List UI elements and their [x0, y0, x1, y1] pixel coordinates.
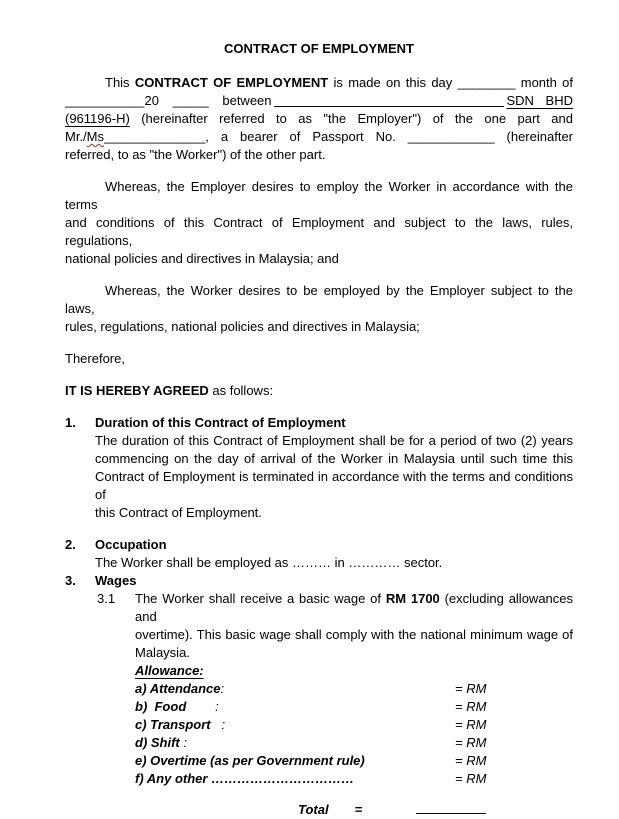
paragraph-line: and conditions of this Contract of Employment and subject to the laws, rules, regulations,: [65, 215, 573, 248]
allowance-value: = RM: [455, 771, 487, 786]
blank-passport-no: ____________: [407, 129, 495, 144]
allowance-label: f) Any other ……………………………: [135, 771, 355, 786]
allowance-row-any-other: [135, 770, 573, 788]
allowance-colon: :: [221, 717, 226, 732]
allowance-row-attendance: [135, 680, 573, 698]
intro-text: , a bearer of Passport No.: [205, 129, 408, 144]
blank-date-between: ___________20 _____ between: [65, 93, 272, 108]
section-number: 3.: [65, 573, 76, 588]
intro-text: Mr./: [65, 129, 87, 144]
paragraph-line: Whereas, the Employer desires to employ the Worker in accordance with the terms: [65, 179, 573, 212]
section-2-heading: [65, 536, 573, 554]
paragraph-line: Contract of Employment is terminated in accordance with the terms and conditions of: [95, 469, 573, 502]
total-row: [65, 800, 573, 819]
intro-line-2: [65, 92, 573, 110]
total-blank-underline: [416, 800, 486, 814]
allowance-block: [135, 662, 573, 788]
intro-text: (hereinafter: [494, 129, 573, 144]
allowance-colon: :: [215, 699, 219, 714]
blank-day: ________: [457, 75, 516, 90]
whereas-employer-paragraph: [65, 178, 573, 268]
agreed-bold: IT IS HEREBY AGREED: [65, 383, 209, 398]
allowance-label: d) Shift: [135, 735, 184, 750]
company-registration-number: (961196-H): [65, 111, 130, 126]
section-heading-text: Duration of this Contract of Employment: [95, 415, 346, 430]
section-3-heading: [65, 572, 573, 590]
paragraph-line: Whereas, the Worker desires to be employed by the Employer subject to the laws,: [65, 283, 573, 316]
section-duration: [65, 414, 573, 522]
intro-text: month of: [515, 75, 574, 90]
total-equals-sign: =: [354, 802, 363, 817]
blank-company-underline: [274, 92, 505, 110]
section-number: 1.: [65, 415, 76, 430]
agreed-line: [65, 382, 573, 400]
intro-text: This: [105, 75, 135, 90]
section-heading-text: Wages: [95, 573, 137, 588]
wage-text: The Worker shall receive a basic wage of: [135, 591, 386, 606]
section-wages: [65, 572, 573, 662]
allowance-row-food: [135, 698, 573, 716]
intro-line-5: referred, to as "the Worker") of the other part.: [65, 147, 326, 162]
allowance-row-shift: [135, 734, 573, 752]
paragraph-line: rules, regulations, national policies and directives in Malaysia;: [65, 319, 420, 334]
allowance-value: = RM: [455, 681, 487, 696]
section-2-body: [95, 554, 573, 572]
clause-line: [135, 590, 573, 626]
intro-line-4: [65, 128, 573, 146]
wage-text: (excluding allowances and: [135, 591, 574, 624]
allowance-value: = RM: [455, 699, 487, 714]
allowance-value: = RM: [455, 753, 487, 768]
allowance-value: = RM: [455, 717, 487, 732]
allowance-row-overtime: [135, 752, 573, 770]
occupation-sentence: The Worker shall be employed as ……… in ………… sector.: [95, 555, 443, 570]
paragraph-line: Malaysia.: [135, 645, 190, 660]
intro-text: is made on this day: [328, 75, 458, 90]
therefore-line: Therefore,: [65, 351, 125, 366]
whereas-worker-paragraph: [65, 282, 573, 336]
clause-3-1-continued: [135, 626, 573, 662]
company-suffix: SDN BHD: [506, 93, 573, 108]
blank-worker-name: ______________: [104, 129, 206, 144]
paragraph-line: this Contract of Employment.: [95, 505, 262, 520]
allowance-label: b) Food: [135, 699, 216, 714]
allowance-heading: Allowance:: [135, 663, 204, 678]
contract-name-bold: CONTRACT OF EMPLOYMENT: [134, 75, 329, 90]
intro-line-1: [65, 74, 573, 92]
section-1-body: [95, 432, 573, 522]
allowance-value: = RM: [455, 735, 487, 750]
ms-spellcheck-word: Ms: [86, 129, 105, 144]
paragraph-line: commencing on the day of arrival of the Worker in Malaysia until such time this: [95, 451, 573, 466]
section-occupation: [65, 536, 573, 572]
allowance-row-transport: [135, 716, 573, 734]
clause-3-1: [65, 590, 573, 626]
allowance-label: e) Overtime (as per Government rule): [135, 753, 365, 768]
section-1-heading: [65, 414, 573, 432]
section-number: 2.: [65, 537, 76, 552]
section-heading-text: Occupation: [95, 537, 167, 552]
allowance-colon: :: [220, 681, 225, 696]
allowance-label: a) Attendance: [135, 681, 221, 696]
total-label: Total: [298, 802, 329, 817]
paragraph-line: overtime). This basic wage shall comply with the national minimum wage of: [135, 627, 573, 642]
paragraph-line: national policies and directives in Malaysia; and: [65, 251, 339, 266]
allowance-colon: :: [183, 735, 188, 750]
clause-number: 3.1: [97, 591, 116, 606]
paragraph-line: The duration of this Contract of Employment shall be for a period of two (2) years: [95, 433, 573, 448]
document-title: CONTRACT OF EMPLOYMENT: [224, 41, 414, 56]
agreed-rest: as follows:: [208, 383, 274, 398]
allowance-label: c) Transport: [135, 717, 222, 732]
basic-wage-amount: RM 1700: [385, 591, 440, 606]
intro-text: (hereinafter referred to as "the Employer") of the one part and: [129, 111, 573, 126]
intro-line-3: [65, 110, 573, 128]
intro-paragraph: [65, 74, 573, 164]
